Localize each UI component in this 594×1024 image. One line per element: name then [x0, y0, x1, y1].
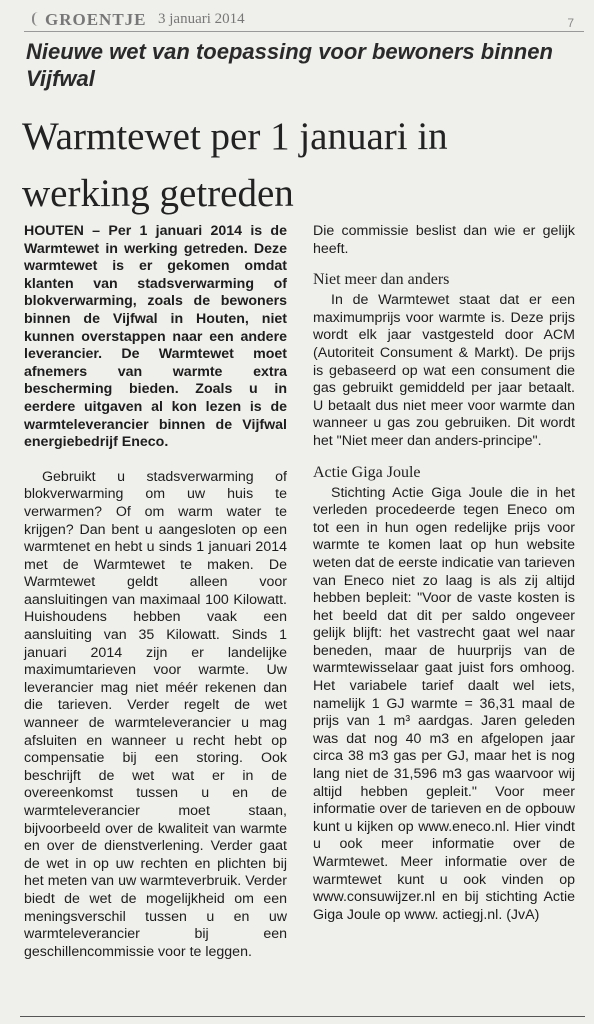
article-lead — [24, 223, 287, 452]
section-text-giga-joule: Stichting Actie Giga Joule die in het verleden procedeerde tegen Eneco om tot een in hun ogen redelijke prijs voor warmte te komen laat op hun website weten dat de eerste indicatie van tarieven van Eneco niet zo laag is als zij altijd hebben bepleit: "Voor de vaste kosten is het beeld dat dit per saldo ongeveer gelijk blijft: het vastrecht gaat wel naar beneden, maar de huurprijs van de warmtewisselaar gaat juist fors omhoog. Het variabele tarief daalt wel iets, namelijk 1 GJ warmte = 36,31 maal de prijs van 1 m³ aardgas. Jaren geleden was dat nog 40 m3 en afgelopen jaar circa 38 m3 gas per GJ, maar het is nog lang niet de 31,596 m3 gas waarvoor wij altijd hebben gepleit." Voor meer informatie over de tarieven en de opbouw kunt u kijken op www.eneco.nl. Hier vindt u ook meer informatie over de Warmtewet. Meer informatie over de warmtewet kunt u ook vinden op www.consuwijzer.nl en bij stichting Actie Giga Joule op www. actiegj.nl. (JvA) — [313, 484, 575, 923]
publication-logo — [32, 10, 147, 30]
body-paragraph-right-top: Die commissie beslist dan wie er gelijk heeft. — [313, 223, 575, 257]
section-title-giga-joule: Actie Giga Joule — [313, 463, 421, 481]
section-title-niet-meer: Niet meer dan anders — [313, 271, 450, 289]
article-headline: Warmtewet per 1 januari in werking getreden — [22, 115, 448, 215]
page-header — [24, 4, 584, 32]
leaf-icon — [32, 12, 42, 26]
issue-date: 3 januari 2014 — [158, 11, 245, 27]
lead-dateline: HOUTEN – — [24, 223, 109, 239]
header-divider — [24, 31, 584, 32]
paragraph-gap — [24, 452, 287, 469]
section-text-niet-meer: In de Warmtewet staat dat er een maximumprijs voor warmte is. Deze prijs wordt elk jaar vastgesteld door ACM (Autoriteit Consument & Markt). De prijs is gebaseerd op wat een consument die gas gebruikt gemiddeld per jaar betaalt. U betaalt dus niet meer voor warmte dan wanneer u gas zou gebruiken. Dit wordt het "Niet meer dan anders-principe". — [313, 292, 575, 449]
page-number: 7 — [567, 16, 574, 30]
body-paragraph-left: Gebruikt u stadsverwarming of blokverwarming om uw huis te verwarmen? Of om warm water te krijgen? Dan bent u aangesloten op een warmtenet en hebt u sinds 1 januari 2014 met de Warmtewet te maken. De Warmtewet geldt alleen voor aansluitingen van maximaal 100 Kilowatt. Huishoudens hebben vaak een aansluiting van 35 Kilowatt. Sinds 1 januari 2014 zijn er landelijke maximumtarieven voor warmte. Uw leverancier mag niet méér rekenen dan die tarieven. Verder regelt de wet wanneer de warmteleverancier u mag afsluiten en wanneer u recht hebt op compensatie bij een storing. Ook beschrijft de wet wat er in de overeenkomst tussen u en de warmteleverancier moet staan, bijvoorbeeld over de kwaliteit van warmte en over de dienstverlening. Verder gaat de wet in op uw rechten en plichten bij het meten van uw warmteverbruik. Verder biedt de wet de mogelijkheid om een meningsverschil tussen u en uw warmteleverancier bij een geschillencommissie voor te leggen. — [24, 468, 287, 960]
footer-divider — [20, 1016, 585, 1017]
article-column-left — [24, 223, 287, 961]
article-kicker: Nieuwe wet van toepassing voor bewoners binnen Vijfwal — [26, 39, 553, 91]
publication-name: GROENTJE — [45, 10, 147, 29]
lead-text: Per 1 januari 2014 is de Warmtewet in werking getreden. Deze warmtewet is er gekomen omdat klanten van stadsverwarming of blokverwarming, zoals de bewoners binnen de Vijfwal in Houten, niet kunnen overstappen naar een andere leverancier. De Warmtewet moet afnemers van warmte extra bescherming bieden. Zoals u in eerdere uitgaven al kon lezen is de warmteleverancier binnen de Vijfwal energiebedrijf Eneco. — [24, 223, 287, 451]
article-column-right — [313, 223, 575, 924]
